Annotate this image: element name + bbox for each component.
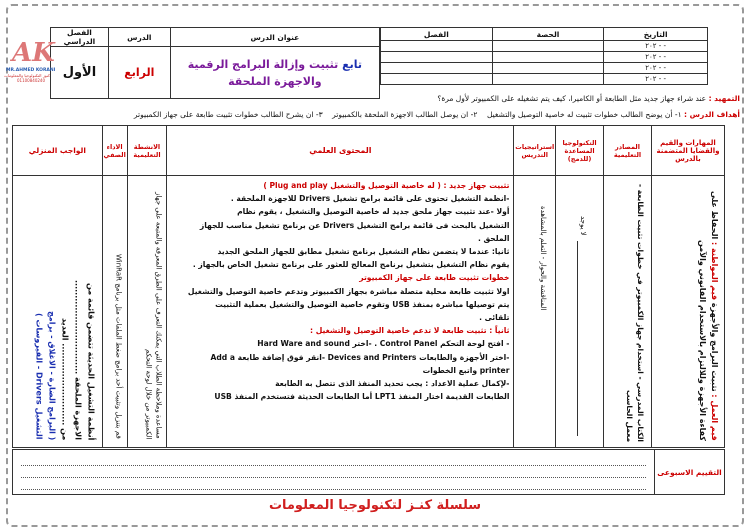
date-header: التاريخ: [604, 28, 708, 41]
evaluation-table: [12, 449, 725, 495]
content-line: اولا تثبيت طابعة محلية متصلة مباشرة بجهاز الكمبيوتر وتدعم خاصية التوصيل والتشغيل: [187, 286, 510, 296]
logo-mark: AK: [12, 38, 55, 68]
tech-cell: [556, 176, 604, 448]
dotted-line: [21, 466, 646, 478]
activities-cell: [127, 176, 167, 448]
content-line: -لإكمال عملية الاعداد : يجب تحديد المنفذ الذى تتصل به الطابعة: [275, 379, 510, 389]
content-cell: [167, 176, 514, 448]
logo-phone: 01100840240: [17, 78, 45, 83]
resources-header: المصادر التعليمية: [604, 126, 652, 176]
tech-header: التكنولوجيا المساعدة (للدمج): [556, 126, 604, 176]
content-line: - افتح لوحة التحكم Control Panel . -اختر Hard Ware and sound: [257, 339, 510, 349]
logo-name: MR.AHMED KORANI: [6, 68, 56, 73]
content-line: يتم توصيلها مباشرة بمنفذ USB وتقوم خاصية التوصيل والتشغيل بعملية التثبيت: [215, 299, 510, 309]
lesson-title: تابع تثبيت وإزالة البرامج الرقمية والاجهزة الملحقة: [170, 47, 379, 99]
period-header: الحصة: [492, 28, 604, 41]
lesson-value: الرابع: [108, 47, 170, 99]
date-cell: ٢٠٢ - -: [604, 52, 708, 63]
content-line: الطابعات القديمة اختار المنفذ LPT1 أما الطابعات الحديثة فتستخدم المنفذ USB: [214, 392, 510, 402]
date-cell: ٢٠٢ - -: [604, 74, 708, 85]
performance-header: الاداء الصفي: [102, 126, 127, 176]
evaluation-label: التقييم الاسبوعى: [655, 450, 725, 495]
performance-text: قم بتنزيل وتثبيت أحد برامج ضغط الملفات مثل برنامج WinRaR: [114, 254, 123, 439]
content-line: printer واتبع الخطوات: [422, 365, 510, 375]
content-line: ثانيا: عندما لا يتضمن نظام التشغيل برنامج تشغيل مطابق للجهاز الملحق الجديد: [217, 247, 510, 257]
lesson-info-table: [50, 27, 380, 99]
objectives-line: أهداف الدرس : ١- أن يوضح الطالب خطوات تثبيت له خاصية التوصيل والتشغيل ٢- ان يوصل الطالب الاجهزة الملحقة بالكمبيوتر ٣- ان يشرح الطالب خطوات تثبيت طابعة على جهاز الكمبيوتر: [133, 110, 740, 119]
content-line: التشغيل بالبحث فى قائمة برامج التشغيل Drivers عن برنامج تشغيل مناسب للجهاز: [199, 220, 510, 230]
class-header: الفصل: [381, 28, 493, 41]
dotted-line: [21, 454, 646, 466]
homework-cell: [13, 176, 103, 448]
homework-text: أنظمة التشغيل الحديثة تتضمن قائمة من الاجهزة الملحقة ............................... من ........................... العديد ( البرامج الضارة - الاغلاق - برامج التشغيل Drivers - الفيروسات ): [34, 280, 96, 440]
title-header: عنوان الدرس: [170, 28, 379, 47]
evaluation-lines: [13, 450, 655, 495]
skills-cell: [651, 176, 724, 448]
intro-line: التمهيد : عند شراء جهاز جديد مثل الطابعة أو الكاميرا، كيف يتم تشغيله على الكمبيوتر لأول مرة؟: [437, 94, 740, 103]
content-line: ثانياً : تثبيت طابعة لا تدعم خاصية التوصيل والتشغيل :: [310, 326, 510, 336]
content-line: أولا -عند تثبيت جهاز ملحق جديد له خاصية التوصيل والتشغيل ، يقوم نظام: [237, 207, 510, 217]
skills-header: المهارات والقيم والقضايا المتضمنة بالدرس: [651, 126, 724, 176]
schedule-table: [380, 27, 708, 85]
date-cell: ٢٠٢ - -: [604, 41, 708, 52]
lesson-grid: [12, 125, 725, 448]
content-line: -اختر الأجهزة والطابعات Devices and Printers -انقر فوق إضافة طابعة Add a: [210, 352, 510, 362]
content-line: تثبيت جهاز جديد : ( له خاصية التوصيل والتشغيل Plug and play ): [263, 181, 510, 190]
performance-cell: [102, 176, 127, 448]
homework-header: الواجب المنزلي: [13, 126, 103, 176]
activities-header: الانشطة التعليمية: [127, 126, 167, 176]
activities-text: مساعدة وملاحظة الطلاب التي يمكنك التعرف على الطرق المعرفة والمتبعة على جهاز الكمبيوتر من خلال لوحة التحكم: [144, 192, 163, 439]
logo-subtitle: كنوز التكنولوجيا والمعلومات: [4, 73, 50, 78]
term-header: الفصل الدراسي: [51, 28, 109, 47]
content-line: يقوم نظام التشغيل بتشغيل برنامج المعالج للعثور على برنامج تشغيل الخاص بالجهاز .: [192, 260, 510, 270]
resources-cell: [604, 176, 652, 448]
lesson-header: الدرس: [108, 28, 170, 47]
content-line: تلقائى .: [479, 313, 510, 323]
skills-text: قيم العمل : تثبيت البرامج والأجهزة قيم المواطنة : الحفاظ على كفاءة الأجهزة وللالتزام بالاستخدام القانوني والآمن: [698, 191, 719, 441]
resources-text: الكتاب المدرسي - استخدام جهاز الكمبيوتر في خطوات تثبيت الطابعة - معمل الحاسب: [624, 184, 645, 442]
date-cell: ٢٠٢ - -: [604, 63, 708, 74]
content-line: خطوات تثبيت طابعة على جهاز الكمبيوتر: [359, 273, 510, 283]
tech-text: لا يوجد: [579, 216, 588, 236]
footer-series-title: سلسلة كنـز لتكنولوجيا المعلومات: [268, 498, 482, 513]
strategies-header: استراتيجيات التدريس: [514, 126, 556, 176]
content-line: الملحق .: [477, 233, 510, 243]
content-line: -انظمة التشغيل تحتوى على قائمة برامج تشغيل Drivers للاجهزة الملحقة .: [230, 194, 510, 204]
strategies-text: المناقشة والحوار - التعلم بالمشاهدة: [539, 206, 548, 311]
strategies-cell: [514, 176, 556, 448]
term-value: الأول: [51, 47, 109, 99]
dotted-line: [21, 478, 646, 490]
content-header: المحتوى العلمي: [167, 126, 514, 176]
tech-line: [577, 241, 578, 436]
